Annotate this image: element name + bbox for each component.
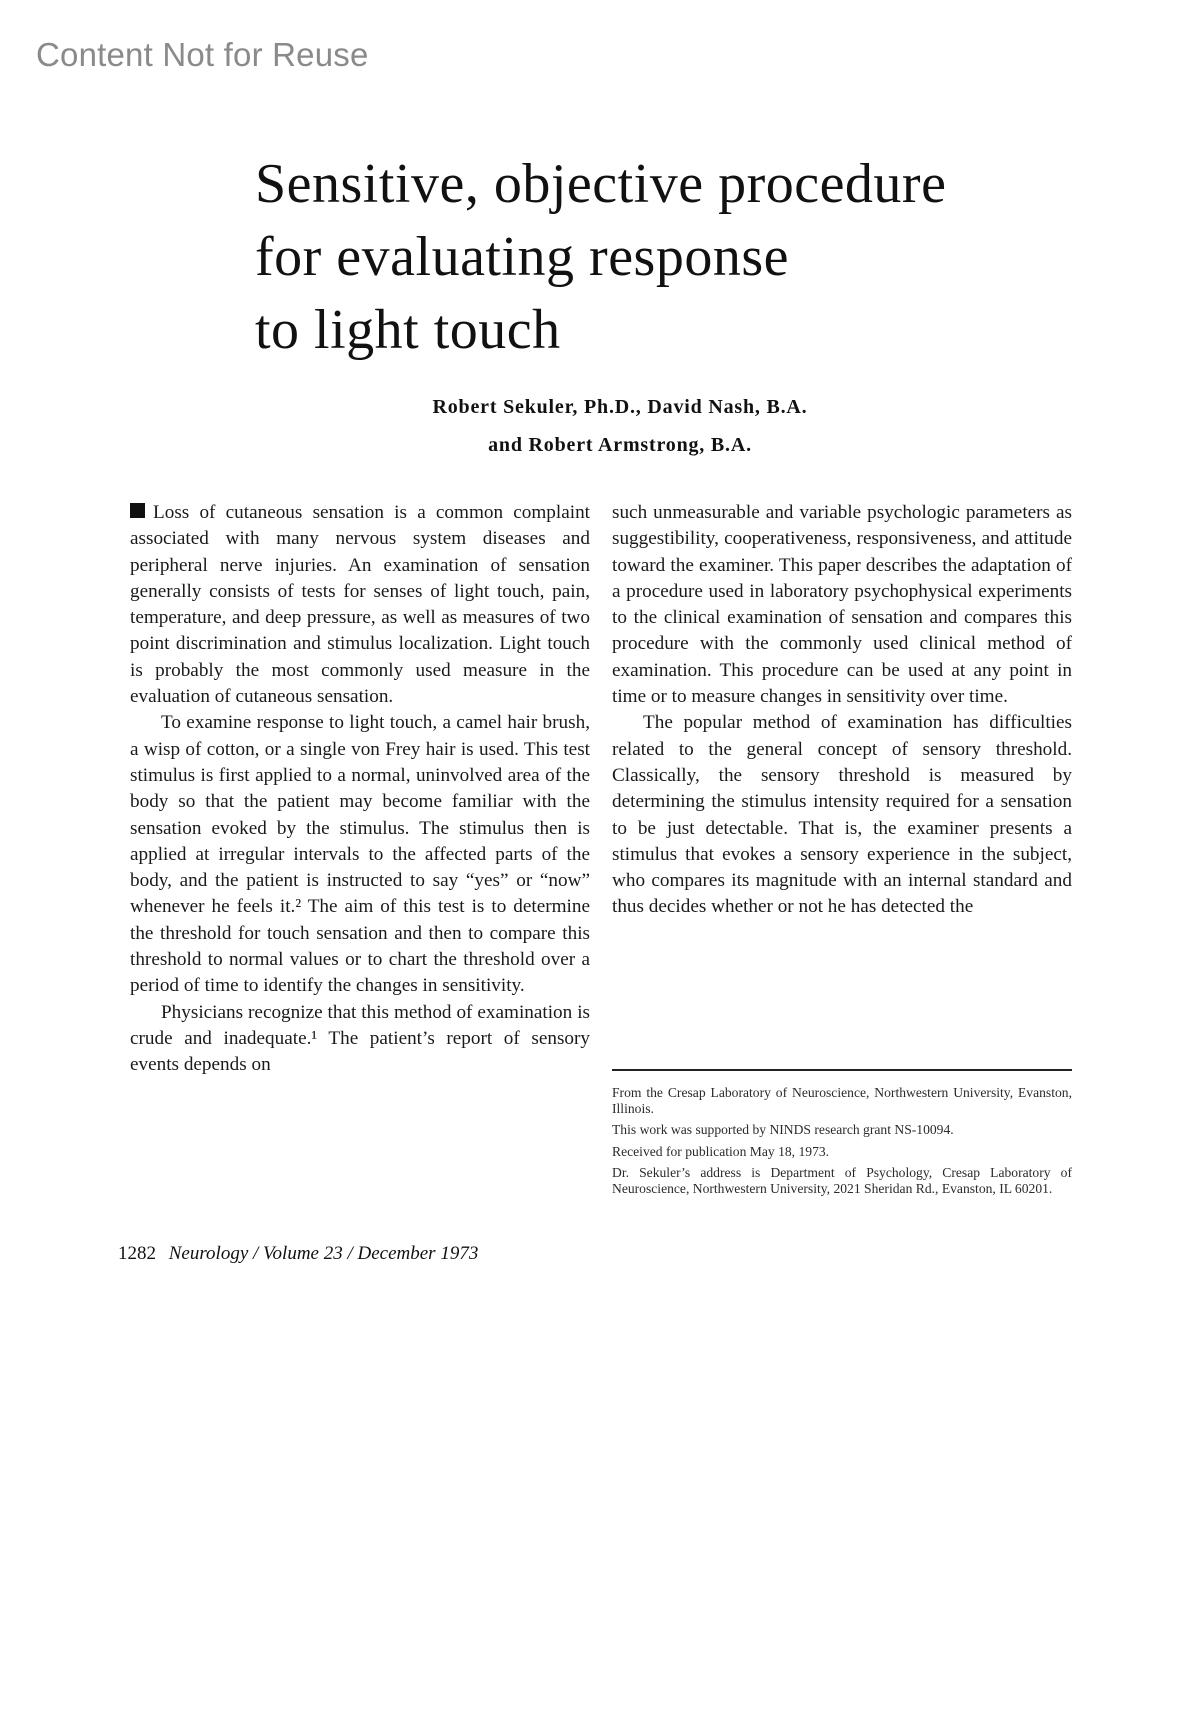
footnotes [612,1085,1072,1202]
body-paragraph [130,500,590,710]
page-number: 1282 [118,1243,156,1264]
footnote: Dr. Sekuler’s address is Department of Psychology, Cresap Laboratory of Neuroscience, Northwestern University, 2021 Sheridan Rd., Evanston, IL 60201. [612,1165,1072,1196]
title-line: for evaluating response [255,226,789,288]
footnote-divider [612,1069,1072,1071]
footnote: Received for publication May 18, 1973. [612,1143,830,1159]
paragraph-text: Loss of cutaneous sensation is a common complaint associated with many nervous system diseases and peripheral nerve injuries. An examination of sensation generally consists of tests for senses of light touch, pain, temperature, and deep pressure, as well as measures of two point discrimination and stimulus localization. Light touch is probably the most commonly used measure in the evaluation of cutaneous sensation. [130,502,590,708]
author-line: Robert Sekuler, Ph.D., David Nash, B.A. [432,396,808,418]
left-column [130,500,590,1079]
page-footer [118,1243,478,1265]
article-title [255,148,1075,367]
body-paragraph: such unmeasurable and variable psychologic parameters as suggestibility, cooperativeness, responsiveness, and attitude toward the examiner. This paper describes the adaptation of a procedure used in laboratory psychophysical experiments to the clinical examination of sensation and compares this procedure with the commonly used clinical method of examination. This procedure can be used at any point in time or to measure changes in sensitivity over time. [612,502,1072,708]
section-bullet-icon [130,503,145,518]
watermark: Content Not for Reuse [36,36,369,73]
body-paragraph: Physicians recognize that this method of examination is crude and inadequate.¹ The patient’s report of sensory events depends on [130,1001,590,1076]
journal-citation: Neurology / Volume 23 / December 1973 [168,1243,479,1264]
body-paragraph: The popular method of examination has difficulties related to the general concept of sensory threshold. Classically, the sensory threshold is measured by determining the stimulus intensity required for a sensation to be just detectable. That is, the examiner presents a stimulus that evokes a sensory experience in the subject, who compares its magnitude with an internal standard and thus decides whether or not he has detected the [612,712,1072,918]
title-line: Sensitive, objective procedure [255,153,947,215]
title-line: to light touch [255,299,561,361]
body-paragraph: To examine response to light touch, a camel hair brush, a wisp of cotton, or a single von Frey hair is used. This test stimulus is first applied to a normal, uninvolved area of the body so that the patient may become familiar with the sensation evoked by the stimulus. The stimulus then is applied at irregular intervals to the affected parts of the body, and the patient is instructed to say “yes” or “now” whenever he feels it.² The aim of this test is to determine the threshold for touch sensation and then to compare this threshold to normal values or to chart the threshold over a period of time to identify the changes in sensitivity. [130,712,590,997]
footnote: This work was supported by NINDS research grant NS-10094. [612,1122,954,1137]
footnote: From the Cresap Laboratory of Neuroscience, Northwestern University, Evanston, Illinois. [612,1085,1072,1116]
author-line: and Robert Armstrong, B.A. [488,434,752,456]
right-column [612,500,1072,921]
